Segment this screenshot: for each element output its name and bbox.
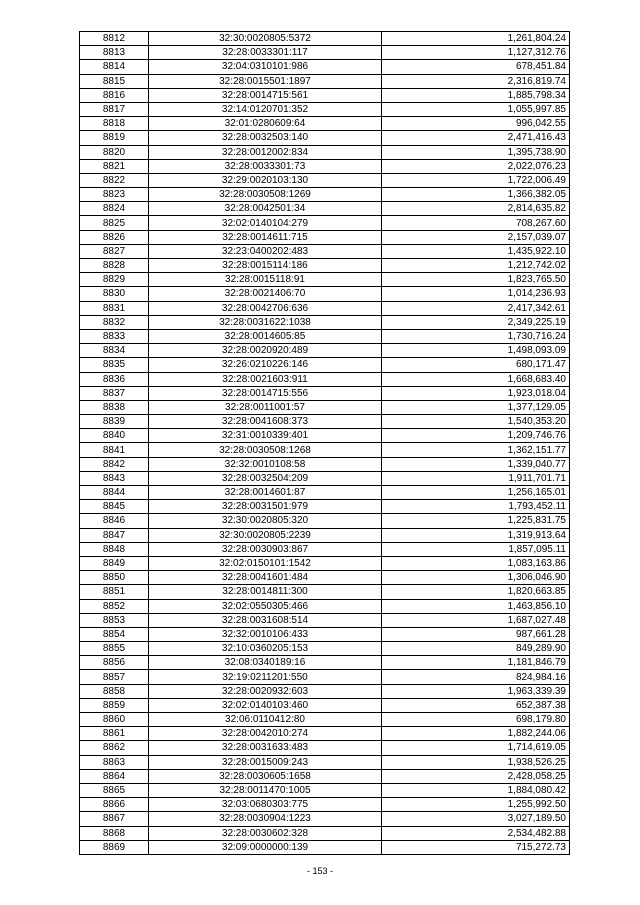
amount-cell: 1,306,046.90 <box>382 571 570 585</box>
amount-cell: 1,884,080.42 <box>382 783 570 797</box>
cadastral-number-cell: 32:28:0012002:834 <box>149 145 382 159</box>
row-number-cell: 8834 <box>80 344 149 358</box>
row-number-cell: 8829 <box>80 273 149 287</box>
cadastral-number-cell: 32:28:0014611:715 <box>149 230 382 244</box>
row-number-cell: 8838 <box>80 400 149 414</box>
table-row <box>80 344 570 358</box>
cadastral-number-cell: 32:02:0140103:460 <box>149 698 382 712</box>
amount-cell: 1,882,244.06 <box>382 727 570 741</box>
amount-cell: 678,451.84 <box>382 60 570 74</box>
cadastral-number-cell: 32:30:0020805:320 <box>149 514 382 528</box>
table-row <box>80 528 570 542</box>
table-row <box>80 585 570 599</box>
amount-cell: 2,417,342.61 <box>382 301 570 315</box>
cadastral-number-cell: 32:28:0030903:867 <box>149 542 382 556</box>
cadastral-number-cell: 32:28:0032504:209 <box>149 471 382 485</box>
cadastral-number-cell: 32:28:0015009:243 <box>149 755 382 769</box>
cadastral-number-cell: 32:28:0014601:87 <box>149 486 382 500</box>
cadastral-number-cell: 32:28:0015114:186 <box>149 259 382 273</box>
table-row <box>80 698 570 712</box>
table-row <box>80 415 570 429</box>
row-number-cell: 8850 <box>80 571 149 585</box>
amount-cell: 1,820,663.85 <box>382 585 570 599</box>
row-number-cell: 8828 <box>80 259 149 273</box>
table-row <box>80 273 570 287</box>
row-number-cell: 8831 <box>80 301 149 315</box>
table-row <box>80 627 570 641</box>
table-row <box>80 642 570 656</box>
amount-cell: 1,923,018.04 <box>382 386 570 400</box>
cadastral-number-cell: 32:28:0020920:489 <box>149 344 382 358</box>
amount-cell: 1,963,339.39 <box>382 684 570 698</box>
cadastral-number-cell: 32:28:0030508:1268 <box>149 443 382 457</box>
cadastral-number-cell: 32:23:0400202:483 <box>149 244 382 258</box>
row-number-cell: 8820 <box>80 145 149 159</box>
row-number-cell: 8830 <box>80 287 149 301</box>
cadastral-number-cell: 32:02:0550305:466 <box>149 599 382 613</box>
cadastral-number-cell: 32:28:0015501:1897 <box>149 74 382 88</box>
cadastral-number-cell: 32:28:0011001:57 <box>149 400 382 414</box>
table-row <box>80 571 570 585</box>
cadastral-number-cell: 32:28:0030602:328 <box>149 826 382 840</box>
table-row <box>80 244 570 258</box>
amount-cell: 1,362,151.77 <box>382 443 570 457</box>
table-row <box>80 443 570 457</box>
table-row <box>80 400 570 414</box>
table-row <box>80 713 570 727</box>
row-number-cell: 8844 <box>80 486 149 500</box>
cadastral-number-cell: 32:06:0110412:80 <box>149 713 382 727</box>
amount-cell: 1,823,765.50 <box>382 273 570 287</box>
cadastral-number-cell: 32:28:0011470:1005 <box>149 783 382 797</box>
row-number-cell: 8848 <box>80 542 149 556</box>
cadastral-number-cell: 32:28:0021406:70 <box>149 287 382 301</box>
table-row <box>80 216 570 230</box>
amount-cell: 1,911,701.71 <box>382 471 570 485</box>
amount-cell: 2,534,482.88 <box>382 826 570 840</box>
amount-cell: 1,127,312.76 <box>382 46 570 60</box>
amount-cell: 1,793,452.11 <box>382 500 570 514</box>
row-number-cell: 8855 <box>80 642 149 656</box>
table-row <box>80 471 570 485</box>
cadastral-number-cell: 32:28:0021603:911 <box>149 372 382 386</box>
amount-cell: 2,471,416.43 <box>382 131 570 145</box>
row-number-cell: 8854 <box>80 627 149 641</box>
amount-cell: 1,261,804.24 <box>382 32 570 46</box>
table-row <box>80 798 570 812</box>
cadastral-number-cell: 32:28:0042501:34 <box>149 202 382 216</box>
cadastral-number-cell: 32:28:0014715:561 <box>149 88 382 102</box>
row-number-cell: 8865 <box>80 783 149 797</box>
table-row <box>80 358 570 372</box>
row-number-cell: 8851 <box>80 585 149 599</box>
row-number-cell: 8859 <box>80 698 149 712</box>
table-body <box>80 32 570 855</box>
table-row <box>80 826 570 840</box>
amount-cell: 1,055,997.85 <box>382 102 570 116</box>
amount-cell: 652,387.38 <box>382 698 570 712</box>
cadastral-number-cell: 32:28:0041608:373 <box>149 415 382 429</box>
table-row <box>80 60 570 74</box>
row-number-cell: 8814 <box>80 60 149 74</box>
table-row <box>80 656 570 670</box>
table-row <box>80 769 570 783</box>
table-row <box>80 88 570 102</box>
table-row <box>80 372 570 386</box>
row-number-cell: 8836 <box>80 372 149 386</box>
row-number-cell: 8823 <box>80 188 149 202</box>
row-number-cell: 8822 <box>80 173 149 187</box>
table-row <box>80 542 570 556</box>
table-row <box>80 301 570 315</box>
row-number-cell: 8863 <box>80 755 149 769</box>
amount-cell: 1,083,163.86 <box>382 556 570 570</box>
amount-cell: 1,540,353.20 <box>382 415 570 429</box>
row-number-cell: 8824 <box>80 202 149 216</box>
cadastral-number-cell: 32:28:0033301:73 <box>149 159 382 173</box>
cadastral-number-cell: 32:30:0020805:5372 <box>149 32 382 46</box>
row-number-cell: 8869 <box>80 840 149 854</box>
cadastral-number-cell: 32:26:0210226:146 <box>149 358 382 372</box>
table-row <box>80 486 570 500</box>
amount-cell: 1,366,382.05 <box>382 188 570 202</box>
cadastral-number-cell: 32:28:0042706:636 <box>149 301 382 315</box>
row-number-cell: 8852 <box>80 599 149 613</box>
amount-cell: 698,179.80 <box>382 713 570 727</box>
amount-cell: 1,938,526.25 <box>382 755 570 769</box>
row-number-cell: 8856 <box>80 656 149 670</box>
amount-cell: 1,435,922.10 <box>382 244 570 258</box>
table-row <box>80 755 570 769</box>
amount-cell: 987,661.28 <box>382 627 570 641</box>
row-number-cell: 8825 <box>80 216 149 230</box>
table-row <box>80 556 570 570</box>
cadastral-number-cell: 32:28:0015118:91 <box>149 273 382 287</box>
amount-cell: 2,316,819.74 <box>382 74 570 88</box>
amount-cell: 1,212,742.02 <box>382 259 570 273</box>
table-row <box>80 684 570 698</box>
row-number-cell: 8813 <box>80 46 149 60</box>
amount-cell: 1,714,619.05 <box>382 741 570 755</box>
amount-cell: 1,857,095.11 <box>382 542 570 556</box>
amount-cell: 824,984.16 <box>382 670 570 684</box>
amount-cell: 1,225,831.75 <box>382 514 570 528</box>
table-row <box>80 599 570 613</box>
table-row <box>80 202 570 216</box>
amount-cell: 2,428,058.25 <box>382 769 570 783</box>
amount-cell: 715,272.73 <box>382 840 570 854</box>
table-row <box>80 230 570 244</box>
cadastral-number-cell: 32:28:0030508:1269 <box>149 188 382 202</box>
amount-cell: 1,181,846.79 <box>382 656 570 670</box>
row-number-cell: 8864 <box>80 769 149 783</box>
table-row <box>80 131 570 145</box>
page-number: - 153 - <box>306 866 333 876</box>
amount-cell: 1,377,129.05 <box>382 400 570 414</box>
row-number-cell: 8839 <box>80 415 149 429</box>
row-number-cell: 8827 <box>80 244 149 258</box>
cadastral-number-cell: 32:28:0031633:483 <box>149 741 382 755</box>
row-number-cell: 8835 <box>80 358 149 372</box>
amount-cell: 996,042.55 <box>382 117 570 131</box>
cadastral-number-cell: 32:28:0031608:514 <box>149 613 382 627</box>
cadastral-number-cell: 32:28:0031622:1038 <box>149 315 382 329</box>
amount-cell: 1,730,716.24 <box>382 329 570 343</box>
amount-cell: 1,339,040.77 <box>382 457 570 471</box>
row-number-cell: 8862 <box>80 741 149 755</box>
cadastral-number-cell: 32:29:0020103:130 <box>149 173 382 187</box>
cadastral-number-cell: 32:01:0280609:64 <box>149 117 382 131</box>
cadastral-number-cell: 32:32:0010108:58 <box>149 457 382 471</box>
table-row <box>80 259 570 273</box>
row-number-cell: 8843 <box>80 471 149 485</box>
amount-cell: 1,014,236.93 <box>382 287 570 301</box>
cadastral-number-cell: 32:08:0340189:16 <box>149 656 382 670</box>
amount-cell: 1,668,683.40 <box>382 372 570 386</box>
table-row <box>80 670 570 684</box>
amount-cell: 2,814,635.82 <box>382 202 570 216</box>
cadastral-number-cell: 32:28:0041601:484 <box>149 571 382 585</box>
amount-cell: 2,349,225.19 <box>382 315 570 329</box>
table-row <box>80 613 570 627</box>
row-number-cell: 8815 <box>80 74 149 88</box>
amount-cell: 708,267.60 <box>382 216 570 230</box>
row-number-cell: 8857 <box>80 670 149 684</box>
amount-cell: 2,022,076.23 <box>382 159 570 173</box>
amount-cell: 2,157,039.07 <box>382 230 570 244</box>
cadastral-number-cell: 32:04:0310101:986 <box>149 60 382 74</box>
table-row <box>80 159 570 173</box>
cadastral-number-cell: 32:03:0680303:775 <box>149 798 382 812</box>
row-number-cell: 8832 <box>80 315 149 329</box>
row-number-cell: 8867 <box>80 812 149 826</box>
row-number-cell: 8833 <box>80 329 149 343</box>
amount-cell: 1,722,006.49 <box>382 173 570 187</box>
amount-cell: 3,027,189.50 <box>382 812 570 826</box>
amount-cell: 1,687,027.48 <box>382 613 570 627</box>
amount-cell: 1,395,738.90 <box>382 145 570 159</box>
cadastral-number-cell: 32:28:0030605:1658 <box>149 769 382 783</box>
amount-cell: 1,463,856.10 <box>382 599 570 613</box>
table-row <box>80 812 570 826</box>
cadastral-number-cell: 32:28:0030904:1223 <box>149 812 382 826</box>
cadastral-number-cell: 32:30:0020805:2239 <box>149 528 382 542</box>
table-row <box>80 429 570 443</box>
row-number-cell: 8846 <box>80 514 149 528</box>
table-row <box>80 287 570 301</box>
cadastral-number-cell: 32:28:0014811:300 <box>149 585 382 599</box>
cadastral-number-cell: 32:02:0140104:279 <box>149 216 382 230</box>
amount-cell: 1,209,746.76 <box>382 429 570 443</box>
row-number-cell: 8868 <box>80 826 149 840</box>
amount-cell: 680,171.47 <box>382 358 570 372</box>
amount-cell: 1,498,093.09 <box>382 344 570 358</box>
table-row <box>80 329 570 343</box>
cadastral-number-cell: 32:19:0211201:550 <box>149 670 382 684</box>
amount-cell: 849,289.90 <box>382 642 570 656</box>
row-number-cell: 8861 <box>80 727 149 741</box>
cadastral-number-cell: 32:28:0014605:85 <box>149 329 382 343</box>
cadastral-number-cell: 32:28:0033301:117 <box>149 46 382 60</box>
amount-cell: 1,256,165.01 <box>382 486 570 500</box>
cadastral-number-cell: 32:28:0020932:603 <box>149 684 382 698</box>
table-row <box>80 741 570 755</box>
table-row <box>80 500 570 514</box>
data-table <box>79 31 570 855</box>
cadastral-number-cell: 32:28:0032503:140 <box>149 131 382 145</box>
row-number-cell: 8841 <box>80 443 149 457</box>
amount-cell: 1,255,992.50 <box>382 798 570 812</box>
row-number-cell: 8840 <box>80 429 149 443</box>
row-number-cell: 8817 <box>80 102 149 116</box>
row-number-cell: 8860 <box>80 713 149 727</box>
cadastral-number-cell: 32:09:0000000:139 <box>149 840 382 854</box>
table-row <box>80 514 570 528</box>
amount-cell: 1,319,913.64 <box>382 528 570 542</box>
row-number-cell: 8819 <box>80 131 149 145</box>
table-row <box>80 46 570 60</box>
table-row <box>80 145 570 159</box>
row-number-cell: 8858 <box>80 684 149 698</box>
amount-cell: 1,885,798.34 <box>382 88 570 102</box>
table-row <box>80 727 570 741</box>
table-row <box>80 840 570 854</box>
table-row <box>80 783 570 797</box>
table-row <box>80 173 570 187</box>
table-row <box>80 74 570 88</box>
cadastral-number-cell: 32:14:0120701:352 <box>149 102 382 116</box>
row-number-cell: 8866 <box>80 798 149 812</box>
row-number-cell: 8816 <box>80 88 149 102</box>
row-number-cell: 8812 <box>80 32 149 46</box>
cadastral-number-cell: 32:28:0014715:556 <box>149 386 382 400</box>
cadastral-number-cell: 32:28:0042010:274 <box>149 727 382 741</box>
row-number-cell: 8847 <box>80 528 149 542</box>
cadastral-number-cell: 32:10:0360205:153 <box>149 642 382 656</box>
cadastral-number-cell: 32:32:0010106:433 <box>149 627 382 641</box>
table-row <box>80 117 570 131</box>
row-number-cell: 8818 <box>80 117 149 131</box>
table-row <box>80 32 570 46</box>
table-row <box>80 102 570 116</box>
cadastral-number-cell: 32:31:0010339:401 <box>149 429 382 443</box>
row-number-cell: 8821 <box>80 159 149 173</box>
row-number-cell: 8845 <box>80 500 149 514</box>
row-number-cell: 8837 <box>80 386 149 400</box>
cadastral-number-cell: 32:28:0031501:979 <box>149 500 382 514</box>
table-row <box>80 457 570 471</box>
table-row <box>80 315 570 329</box>
row-number-cell: 8826 <box>80 230 149 244</box>
cadastral-number-cell: 32:02:0150101:1542 <box>149 556 382 570</box>
row-number-cell: 8849 <box>80 556 149 570</box>
row-number-cell: 8842 <box>80 457 149 471</box>
table-row <box>80 386 570 400</box>
row-number-cell: 8853 <box>80 613 149 627</box>
table-row <box>80 188 570 202</box>
